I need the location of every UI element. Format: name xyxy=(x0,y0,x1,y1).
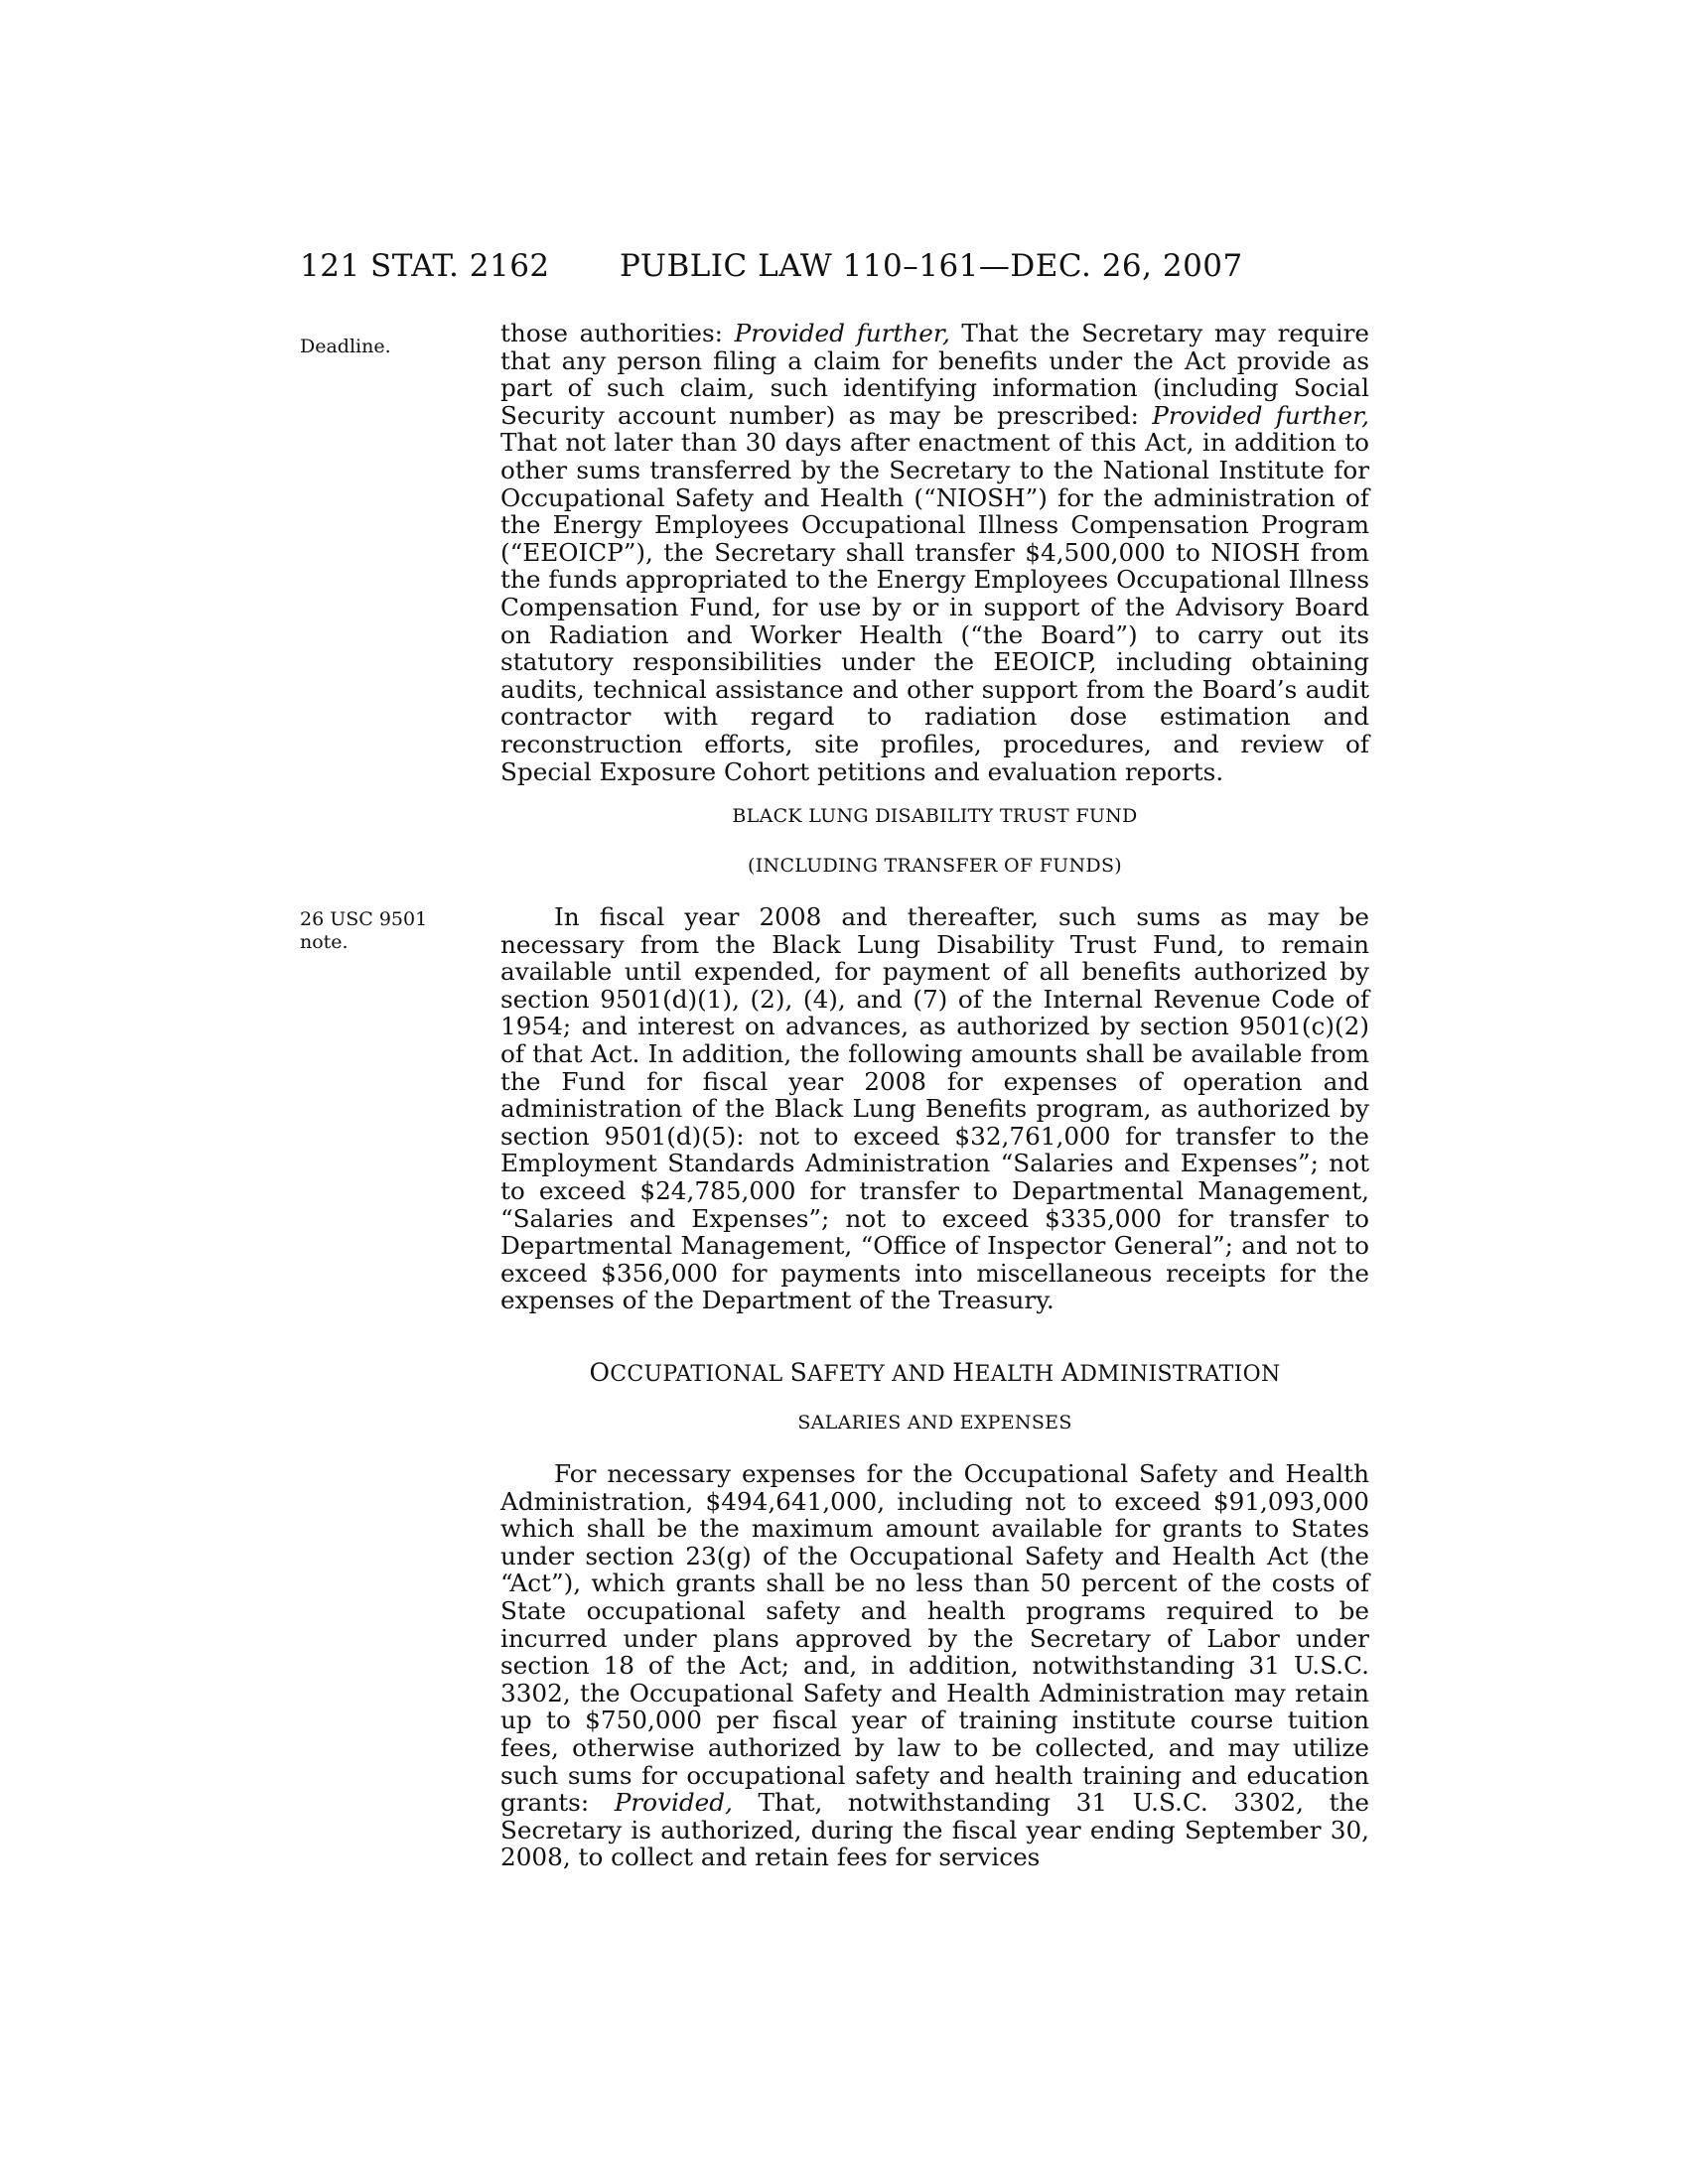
paragraph-text: In fiscal year 2008 and thereafter, such sums as may be necessary from the Black Lung Disability Trust Fund, to remain available until expended, for payment of all benefits authorized by section 9501(d)(1), (2), (4), and (7) of the Internal Revenue Code of 1954; and interest on advances, as authorized by section 9501(c)(2) of that Act. In addition, the following amounts shall be available from the Fund for fiscal year 2008 for expenses of operation and administration of the Black Lung Benefits program, as authorized by section 9501(d)(5): not to exceed $32,761,000 for transfer to the Employment Standards Administration “Salaries and Expenses”; not to exceed $24,785,000 for transfer to Departmental Management, “Salaries and Expenses”; not to exceed $335,000 for transfer to Departmental Management, “Office of Inspector General”; and not to exceed $356,000 for payments into miscellaneous receipts for the expenses of the Department of the Treasury. xyxy=(500,902,1369,1315)
margin-note-usc xyxy=(300,908,427,954)
heading-including-transfer: (INCLUDING TRANSFER OF FUNDS) xyxy=(748,855,1122,877)
statute-page-number: 121 STAT. 2162 xyxy=(300,248,550,284)
text-run: those authorities: xyxy=(500,319,735,347)
text-run: That not later than 30 days after enactment of this Act, in addition to other sums transferred by the Secretary to the National Institute for Occupational Safety and Health (“NIOSH”) for the administration of the Energy Employees Occupational Illness Compensation Program (“EEOICP”), the Secretary shall transfer $4,500,000 to NIOSH from the funds appropriated to the Energy Employees Occupational Illness Compensation Fund, for use by or in support of the Advisory Board on Radiation and Worker Health (“the Board”) to carry out its statutory responsibilities under the EEOICP, including obtaining audits, technical assistance and other support from the Board’s audit contractor with regard to radiation dose estimation and reconstruction efforts, site profiles, procedures, and review of Special Exposure Cohort petitions and evaluation reports. xyxy=(500,428,1369,786)
text-run: O xyxy=(589,1358,611,1387)
paragraph-provided-further xyxy=(500,320,1369,785)
page-header xyxy=(300,246,1369,286)
italic-run: Provided further, xyxy=(1152,400,1369,430)
heading-black-lung-fund: BLACK LUNG DISABILITY TRUST FUND xyxy=(732,805,1138,827)
text-run: CCUPATIONAL xyxy=(610,1362,783,1387)
text-run: DMINISTRATION xyxy=(1079,1362,1281,1387)
italic-run: Provided further, xyxy=(734,319,950,347)
public-law-citation: PUBLIC LAW 110–161—DEC. 26, 2007 xyxy=(620,248,1243,284)
margin-note-usc-line1: 26 USC 9501 xyxy=(300,908,428,930)
heading-salaries-expenses: SALARIES AND EXPENSES xyxy=(797,1412,1072,1433)
text-run: EALTH xyxy=(974,1362,1055,1387)
text-run: S xyxy=(789,1358,808,1387)
margin-note-deadline: Deadline. xyxy=(300,336,391,357)
text-run: For necessary expenses for the Occupational Safety and Health Administration, $494,641,000, including not to exceed $91,093,000 which shall be the maximum amount available for grants to States under section 23(g) of the Occupational Safety and Health Act (the “Act”), which grants shall be no less than 50 percent of the costs of State occupational safety and health programs required to be incurred under plans approved by the Secretary of Labor under section 18 of the Act; and, in addition, notwithstanding 31 U.S.C. 3302, the Occupational Safety and Health Administration may retain up to $750,000 per fiscal year of training institute course tuition fees, otherwise authorized by law to be collected, and may utilize such sums for occupational safety and health training and education grants: xyxy=(500,1459,1369,1818)
paragraph-osha-salaries xyxy=(500,1460,1369,1871)
paragraph-text xyxy=(500,1460,1369,1871)
text-run: That the Secretary may require that any person filing a claim for benefits under the Act provide as part of such claim, such identifying information (including Social Security account number) as may be prescribed: xyxy=(500,319,1369,430)
italic-run: Provided, xyxy=(614,1788,733,1818)
paragraph-black-lung xyxy=(500,903,1369,1314)
paragraph-text xyxy=(500,320,1369,785)
heading-osha xyxy=(500,1358,1369,1387)
text-run: That, notwithstanding 31 U.S.C. 3302, the Secretary is authorized, during the fiscal year ending September 30, 2008, to collect and retain fees for services xyxy=(500,1788,1369,1872)
margin-note-usc-line2: note. xyxy=(300,931,349,953)
text-run: AFETY AND xyxy=(807,1362,945,1387)
text-run: H xyxy=(952,1358,975,1387)
text-run: A xyxy=(1060,1358,1080,1387)
